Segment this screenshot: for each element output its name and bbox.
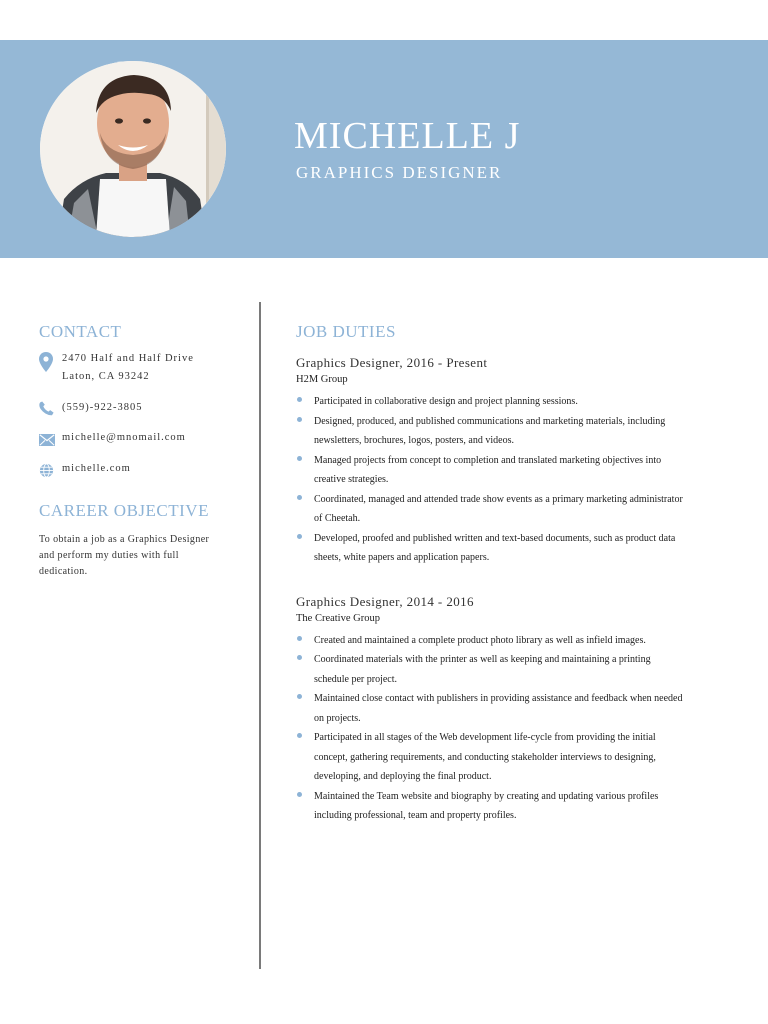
column-divider [259, 302, 261, 969]
career-objective-text: To obtain a job as a Graphics Designer and perform my duties with full dedication. [39, 534, 210, 577]
duty-item [296, 412, 684, 451]
duty-item [296, 490, 684, 529]
bullet-icon [297, 397, 302, 402]
contact-heading: CONTACT [39, 322, 122, 341]
candidate-title: GRAPHICS DESIGNER [296, 163, 503, 182]
bullet-icon [297, 534, 302, 539]
job-duties-heading: JOB DUTIES [296, 322, 396, 341]
duty-item [296, 451, 684, 490]
duty-text: Managed projects from concept to completion and translated marketing objectives into creative strategies. [314, 454, 662, 485]
duty-list [296, 392, 696, 568]
candidate-name: MICHELLE J [294, 115, 521, 157]
bullet-icon [297, 733, 302, 738]
bullet-icon [297, 417, 302, 422]
duty-text: Developed, proofed and published written and text-based documents, such as product data sheets, white papers and application papers. [314, 532, 676, 563]
website-url: michelle.com [62, 463, 131, 474]
bullet-icon [297, 655, 302, 660]
duty-item [296, 392, 684, 412]
phone-number: (559)-922-3805 [62, 402, 143, 413]
duty-text: Designed, produced, and published communications and marketing materials, including newsletters, brochures, logos, posters, and videos. [314, 415, 666, 446]
career-objective-heading: CAREER OBJECTIVE [39, 501, 209, 520]
profile-photo [40, 61, 226, 237]
location-pin-icon [39, 352, 53, 377]
bullet-icon [297, 694, 302, 699]
globe-icon [39, 463, 54, 483]
job-entry [296, 354, 696, 568]
duty-list [296, 631, 696, 826]
address-line-1: 2470 Half and Half Drive [62, 353, 194, 364]
left-column [39, 322, 244, 580]
contact-website [39, 460, 244, 478]
bullet-icon [297, 456, 302, 461]
job-title: Graphics Designer, 2014 - 2016 [296, 593, 474, 609]
email-address: michelle@mnomail.com [62, 432, 186, 443]
duty-item [296, 650, 684, 689]
job-entry [296, 593, 696, 826]
duty-item [296, 631, 684, 651]
duty-item [296, 728, 684, 787]
resume-header [0, 40, 768, 258]
bullet-icon [297, 495, 302, 500]
duty-text: Coordinated, managed and attended trade show events as a primary marketing administrator of Cheetah. [314, 493, 683, 524]
duty-text: Created and maintained a complete product photo library as well as infield images. [314, 634, 646, 646]
duty-item [296, 529, 684, 568]
job-company: H2M Group [296, 374, 348, 385]
duty-item [296, 689, 684, 728]
contact-phone [39, 399, 244, 417]
address-line-2: Laton, CA 93242 [62, 371, 150, 382]
contact-address [39, 350, 244, 386]
bullet-icon [297, 792, 302, 797]
right-column [296, 322, 696, 826]
duty-text: Participated in collaborative design and project planning sessions. [314, 396, 578, 407]
bullet-icon [297, 636, 302, 641]
job-title: Graphics Designer, 2016 - Present [296, 355, 488, 370]
phone-icon [39, 401, 55, 421]
duty-text: Maintained the Team website and biography by creating and updating various profiles including professional, team and property profiles. [314, 790, 659, 821]
duty-text: Maintained close contact with publishers in providing assistance and feedback when needed on projects. [314, 693, 683, 724]
duty-text: Participated in all stages of the Web development life-cycle from providing the initial concept, gathering requirements, and conducting stakeholder interviews to designing, developing, and deploying the final product. [314, 732, 656, 782]
contact-email [39, 429, 244, 447]
duty-item [296, 787, 684, 826]
job-company: The Creative Group [296, 612, 380, 624]
duty-text: Coordinated materials with the printer as well as keeping and maintaining a printing schedule per project. [314, 654, 651, 685]
envelope-icon [39, 433, 55, 451]
contact-list [39, 350, 244, 478]
